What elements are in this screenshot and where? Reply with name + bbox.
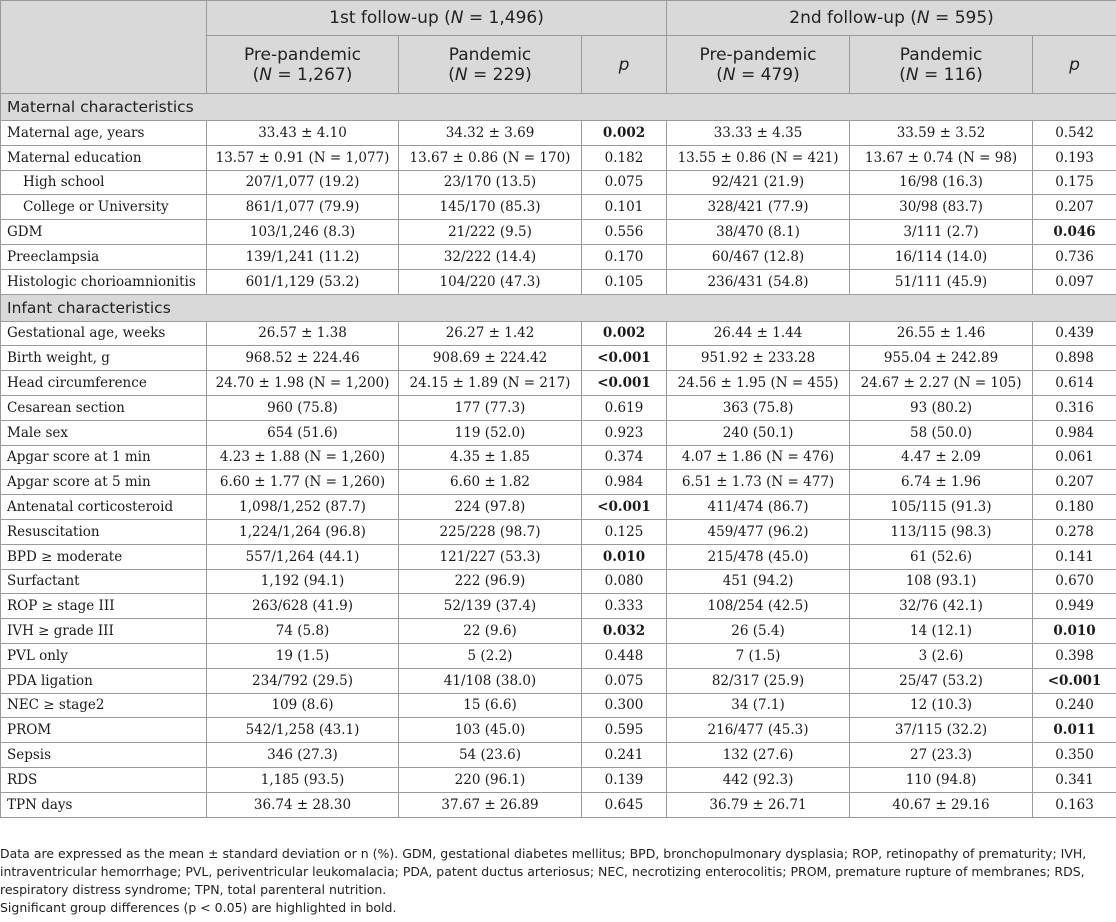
- table-row: [1, 643, 1116, 668]
- value-cell: 109 (8.6): [207, 693, 399, 718]
- p-value-cell: 0.010: [1033, 619, 1116, 644]
- value-cell: 654 (51.6): [207, 420, 399, 445]
- p-value-cell: 0.010: [582, 544, 667, 569]
- value-cell: 13.67 ± 0.86 (N = 170): [399, 145, 582, 170]
- header-corner: [1, 1, 207, 94]
- row-label: Apgar score at 5 min: [1, 470, 207, 495]
- value-cell: 61 (52.6): [850, 544, 1033, 569]
- row-label: PVL only: [1, 643, 207, 668]
- row-label: Surfactant: [1, 569, 207, 594]
- value-cell: 6.60 ± 1.82: [399, 470, 582, 495]
- table-row: [1, 767, 1116, 792]
- value-cell: 6.51 ± 1.73 (N = 477): [667, 470, 850, 495]
- section-row: [1, 294, 1116, 321]
- table-row: [1, 346, 1116, 371]
- p-value-cell: 0.080: [582, 569, 667, 594]
- value-cell: 542/1,258 (43.1): [207, 718, 399, 743]
- p-value-cell: 0.670: [1033, 569, 1116, 594]
- row-label: Antenatal corticosteroid: [1, 495, 207, 520]
- row-label: IVH ≥ grade III: [1, 619, 207, 644]
- footnote-abbreviations: Data are expressed as the mean ± standard deviation or n (%). GDM, gestational diabetes mellitus; BPD, bronchopulmonary dysplasia; ROP, retinopathy of prematurity; IVH, intraventricular hemorrhage; PVL, periventricular leukomalacia; PDA, patent ductus arteriosus; NEC, necrotizing enterocolitis; PROM, premature rupture of membranes; RDS, respiratory distress syndrome; TPN, total parenteral nutrition.: [0, 846, 1087, 897]
- table-row: [1, 743, 1116, 768]
- value-cell: 139/1,241 (11.2): [207, 244, 399, 269]
- value-cell: 58 (50.0): [850, 420, 1033, 445]
- p-value-cell: 0.595: [582, 718, 667, 743]
- table-row: [1, 244, 1116, 269]
- value-cell: 346 (27.3): [207, 743, 399, 768]
- table-row: [1, 195, 1116, 220]
- value-cell: 108/254 (42.5): [667, 594, 850, 619]
- row-label: Apgar score at 1 min: [1, 445, 207, 470]
- value-cell: 103 (45.0): [399, 718, 582, 743]
- value-cell: 108 (93.1): [850, 569, 1033, 594]
- section-title: Maternal characteristics: [1, 94, 1116, 121]
- p-value-cell: 0.923: [582, 420, 667, 445]
- value-cell: 207/1,077 (19.2): [207, 170, 399, 195]
- p-value-cell: 0.105: [582, 269, 667, 294]
- p-value-cell: <0.001: [582, 371, 667, 396]
- table-row: [1, 371, 1116, 396]
- row-label: Maternal education: [1, 145, 207, 170]
- value-cell: 36.79 ± 26.71: [667, 792, 850, 817]
- table-footnotes: [0, 845, 1116, 917]
- p-value-cell: 0.002: [582, 121, 667, 146]
- value-cell: 968.52 ± 224.46: [207, 346, 399, 371]
- column-header-pre-pandemic-1: Pre-pandemic (N = 1,267): [207, 36, 399, 94]
- value-cell: 4.35 ± 1.85: [399, 445, 582, 470]
- row-label: GDM: [1, 220, 207, 245]
- section-row: [1, 94, 1116, 121]
- value-cell: 220 (96.1): [399, 767, 582, 792]
- value-cell: 5 (2.2): [399, 643, 582, 668]
- value-cell: 34 (7.1): [667, 693, 850, 718]
- value-cell: 225/228 (98.7): [399, 519, 582, 544]
- p-value-cell: 0.898: [1033, 346, 1116, 371]
- value-cell: 601/1,129 (53.2): [207, 269, 399, 294]
- value-cell: 955.04 ± 242.89: [850, 346, 1033, 371]
- table-row: [1, 718, 1116, 743]
- p-value-cell: 0.350: [1033, 743, 1116, 768]
- value-cell: 240 (50.1): [667, 420, 850, 445]
- p-value-cell: 0.241: [582, 743, 667, 768]
- value-cell: 32/222 (14.4): [399, 244, 582, 269]
- value-cell: 1,224/1,264 (96.8): [207, 519, 399, 544]
- value-cell: 37.67 ± 26.89: [399, 792, 582, 817]
- table-row: [1, 220, 1116, 245]
- value-cell: 222 (96.9): [399, 569, 582, 594]
- p-value-cell: 0.180: [1033, 495, 1116, 520]
- value-cell: 12 (10.3): [850, 693, 1033, 718]
- value-cell: 442 (92.3): [667, 767, 850, 792]
- value-cell: 60/467 (12.8): [667, 244, 850, 269]
- row-label: RDS: [1, 767, 207, 792]
- table-row: [1, 395, 1116, 420]
- value-cell: 24.67 ± 2.27 (N = 105): [850, 371, 1033, 396]
- p-value-cell: 0.002: [582, 321, 667, 346]
- value-cell: 1,098/1,252 (87.7): [207, 495, 399, 520]
- value-cell: 22 (9.6): [399, 619, 582, 644]
- value-cell: 13.67 ± 0.74 (N = 98): [850, 145, 1033, 170]
- value-cell: 6.74 ± 1.96: [850, 470, 1033, 495]
- value-cell: 960 (75.8): [207, 395, 399, 420]
- p-value-cell: 0.101: [582, 195, 667, 220]
- value-cell: 51/111 (45.9): [850, 269, 1033, 294]
- value-cell: 32/76 (42.1): [850, 594, 1033, 619]
- table-row: [1, 619, 1116, 644]
- value-cell: 328/421 (77.9): [667, 195, 850, 220]
- group-header-2nd-followup: 2nd follow-up (N = 595): [667, 1, 1116, 36]
- row-label: PDA ligation: [1, 668, 207, 693]
- value-cell: 33.33 ± 4.35: [667, 121, 850, 146]
- p-value-cell: 0.207: [1033, 195, 1116, 220]
- p-value-cell: 0.141: [1033, 544, 1116, 569]
- p-value-cell: 0.300: [582, 693, 667, 718]
- value-cell: 6.60 ± 1.77 (N = 1,260): [207, 470, 399, 495]
- table-row: [1, 470, 1116, 495]
- p-value-cell: 0.645: [582, 792, 667, 817]
- value-cell: 13.55 ± 0.86 (N = 421): [667, 145, 850, 170]
- value-cell: 4.47 ± 2.09: [850, 445, 1033, 470]
- value-cell: 14 (12.1): [850, 619, 1033, 644]
- value-cell: 104/220 (47.3): [399, 269, 582, 294]
- value-cell: 38/470 (8.1): [667, 220, 850, 245]
- footnote-significance: Significant group differences (p < 0.05) are highlighted in bold.: [0, 900, 397, 915]
- p-value-cell: 0.984: [582, 470, 667, 495]
- table-row: [1, 668, 1116, 693]
- p-value-cell: 0.139: [582, 767, 667, 792]
- value-cell: 132 (27.6): [667, 743, 850, 768]
- row-label: Preeclampsia: [1, 244, 207, 269]
- section-title: Infant characteristics: [1, 294, 1116, 321]
- row-label: Sepsis: [1, 743, 207, 768]
- p-value-cell: 0.398: [1033, 643, 1116, 668]
- row-label: Head circumference: [1, 371, 207, 396]
- value-cell: 411/474 (86.7): [667, 495, 850, 520]
- value-cell: 224 (97.8): [399, 495, 582, 520]
- table-row: [1, 594, 1116, 619]
- p-value-cell: 0.614: [1033, 371, 1116, 396]
- value-cell: 36.74 ± 28.30: [207, 792, 399, 817]
- value-cell: 121/227 (53.3): [399, 544, 582, 569]
- column-header-pre-pandemic-2: Pre-pandemic (N = 479): [667, 36, 850, 94]
- p-value-cell: <0.001: [582, 495, 667, 520]
- value-cell: 4.23 ± 1.88 (N = 1,260): [207, 445, 399, 470]
- value-cell: 110 (94.8): [850, 767, 1033, 792]
- value-cell: 145/170 (85.3): [399, 195, 582, 220]
- value-cell: 1,192 (94.1): [207, 569, 399, 594]
- table-row: [1, 693, 1116, 718]
- row-label: Cesarean section: [1, 395, 207, 420]
- value-cell: 459/477 (96.2): [667, 519, 850, 544]
- value-cell: 177 (77.3): [399, 395, 582, 420]
- value-cell: 23/170 (13.5): [399, 170, 582, 195]
- p-value-cell: 0.097: [1033, 269, 1116, 294]
- value-cell: 52/139 (37.4): [399, 594, 582, 619]
- value-cell: 74 (5.8): [207, 619, 399, 644]
- p-value-cell: 0.619: [582, 395, 667, 420]
- value-cell: 40.67 ± 29.16: [850, 792, 1033, 817]
- table-body: [1, 94, 1116, 818]
- value-cell: 3 (2.6): [850, 643, 1033, 668]
- p-value-cell: 0.170: [582, 244, 667, 269]
- table-row: [1, 495, 1116, 520]
- table-row: [1, 121, 1116, 146]
- value-cell: 26 (5.4): [667, 619, 850, 644]
- table-row: [1, 420, 1116, 445]
- value-cell: 26.55 ± 1.46: [850, 321, 1033, 346]
- p-value-cell: 0.061: [1033, 445, 1116, 470]
- p-value-cell: 0.341: [1033, 767, 1116, 792]
- value-cell: 27 (23.3): [850, 743, 1033, 768]
- value-cell: 236/431 (54.8): [667, 269, 850, 294]
- value-cell: 3/111 (2.7): [850, 220, 1033, 245]
- value-cell: 34.32 ± 3.69: [399, 121, 582, 146]
- p-value-cell: 0.175: [1033, 170, 1116, 195]
- row-label: High school: [1, 170, 207, 195]
- value-cell: 33.43 ± 4.10: [207, 121, 399, 146]
- table-row: [1, 445, 1116, 470]
- value-cell: 16/98 (16.3): [850, 170, 1033, 195]
- row-label: Resuscitation: [1, 519, 207, 544]
- value-cell: 15 (6.6): [399, 693, 582, 718]
- value-cell: 93 (80.2): [850, 395, 1033, 420]
- p-value-cell: 0.075: [582, 668, 667, 693]
- value-cell: 103/1,246 (8.3): [207, 220, 399, 245]
- p-value-cell: 0.278: [1033, 519, 1116, 544]
- row-label: NEC ≥ stage2: [1, 693, 207, 718]
- value-cell: 7 (1.5): [667, 643, 850, 668]
- value-cell: 113/115 (98.3): [850, 519, 1033, 544]
- column-header-p-2: p: [1033, 36, 1116, 94]
- p-value-cell: 0.949: [1033, 594, 1116, 619]
- p-value-cell: 0.374: [582, 445, 667, 470]
- p-value-cell: 0.439: [1033, 321, 1116, 346]
- table-row: [1, 792, 1116, 817]
- column-header-pandemic-2: Pandemic (N = 116): [850, 36, 1033, 94]
- value-cell: 24.56 ± 1.95 (N = 455): [667, 371, 850, 396]
- p-value-cell: 0.193: [1033, 145, 1116, 170]
- value-cell: 215/478 (45.0): [667, 544, 850, 569]
- p-value-cell: 0.011: [1033, 718, 1116, 743]
- value-cell: 908.69 ± 224.42: [399, 346, 582, 371]
- p-value-cell: 0.448: [582, 643, 667, 668]
- value-cell: 24.15 ± 1.89 (N = 217): [399, 371, 582, 396]
- p-value-cell: 0.032: [582, 619, 667, 644]
- p-value-cell: <0.001: [582, 346, 667, 371]
- table-row: [1, 569, 1116, 594]
- table-row: [1, 145, 1116, 170]
- value-cell: 24.70 ± 1.98 (N = 1,200): [207, 371, 399, 396]
- row-label: ROP ≥ stage III: [1, 594, 207, 619]
- value-cell: 216/477 (45.3): [667, 718, 850, 743]
- row-label: Birth weight, g: [1, 346, 207, 371]
- value-cell: 263/628 (41.9): [207, 594, 399, 619]
- value-cell: 363 (75.8): [667, 395, 850, 420]
- p-value-cell: 0.736: [1033, 244, 1116, 269]
- table-row: [1, 519, 1116, 544]
- value-cell: 861/1,077 (79.9): [207, 195, 399, 220]
- value-cell: 13.57 ± 0.91 (N = 1,077): [207, 145, 399, 170]
- group-header-1st-followup: 1st follow-up (N = 1,496): [207, 1, 667, 36]
- p-value-cell: 0.316: [1033, 395, 1116, 420]
- row-label: College or University: [1, 195, 207, 220]
- value-cell: 54 (23.6): [399, 743, 582, 768]
- value-cell: 92/421 (21.9): [667, 170, 850, 195]
- p-value-cell: 0.207: [1033, 470, 1116, 495]
- table-row: [1, 269, 1116, 294]
- p-value-cell: 0.163: [1033, 792, 1116, 817]
- column-header-p-1: p: [582, 36, 667, 94]
- value-cell: 557/1,264 (44.1): [207, 544, 399, 569]
- row-label: Maternal age, years: [1, 121, 207, 146]
- value-cell: 19 (1.5): [207, 643, 399, 668]
- p-value-cell: 0.046: [1033, 220, 1116, 245]
- p-value-cell: 0.075: [582, 170, 667, 195]
- value-cell: 1,185 (93.5): [207, 767, 399, 792]
- value-cell: 105/115 (91.3): [850, 495, 1033, 520]
- value-cell: 21/222 (9.5): [399, 220, 582, 245]
- table-row: [1, 170, 1116, 195]
- p-value-cell: 0.240: [1033, 693, 1116, 718]
- row-label: PROM: [1, 718, 207, 743]
- value-cell: 16/114 (14.0): [850, 244, 1033, 269]
- value-cell: 30/98 (83.7): [850, 195, 1033, 220]
- p-value-cell: 0.333: [582, 594, 667, 619]
- value-cell: 951.92 ± 233.28: [667, 346, 850, 371]
- value-cell: 26.27 ± 1.42: [399, 321, 582, 346]
- p-value-cell: <0.001: [1033, 668, 1116, 693]
- value-cell: 33.59 ± 3.52: [850, 121, 1033, 146]
- table-row: [1, 544, 1116, 569]
- column-header-pandemic-1: Pandemic (N = 229): [399, 36, 582, 94]
- p-value-cell: 0.984: [1033, 420, 1116, 445]
- p-value-cell: 0.542: [1033, 121, 1116, 146]
- value-cell: 119 (52.0): [399, 420, 582, 445]
- value-cell: 26.57 ± 1.38: [207, 321, 399, 346]
- value-cell: 4.07 ± 1.86 (N = 476): [667, 445, 850, 470]
- value-cell: 37/115 (32.2): [850, 718, 1033, 743]
- row-label: Gestational age, weeks: [1, 321, 207, 346]
- p-value-cell: 0.125: [582, 519, 667, 544]
- row-label: BPD ≥ moderate: [1, 544, 207, 569]
- p-value-cell: 0.182: [582, 145, 667, 170]
- value-cell: 25/47 (53.2): [850, 668, 1033, 693]
- value-cell: 234/792 (29.5): [207, 668, 399, 693]
- value-cell: 41/108 (38.0): [399, 668, 582, 693]
- row-label: Histologic chorioamnionitis: [1, 269, 207, 294]
- value-cell: 82/317 (25.9): [667, 668, 850, 693]
- table-row: [1, 321, 1116, 346]
- row-label: Male sex: [1, 420, 207, 445]
- p-value-cell: 0.556: [582, 220, 667, 245]
- row-label: TPN days: [1, 792, 207, 817]
- value-cell: 451 (94.2): [667, 569, 850, 594]
- value-cell: 26.44 ± 1.44: [667, 321, 850, 346]
